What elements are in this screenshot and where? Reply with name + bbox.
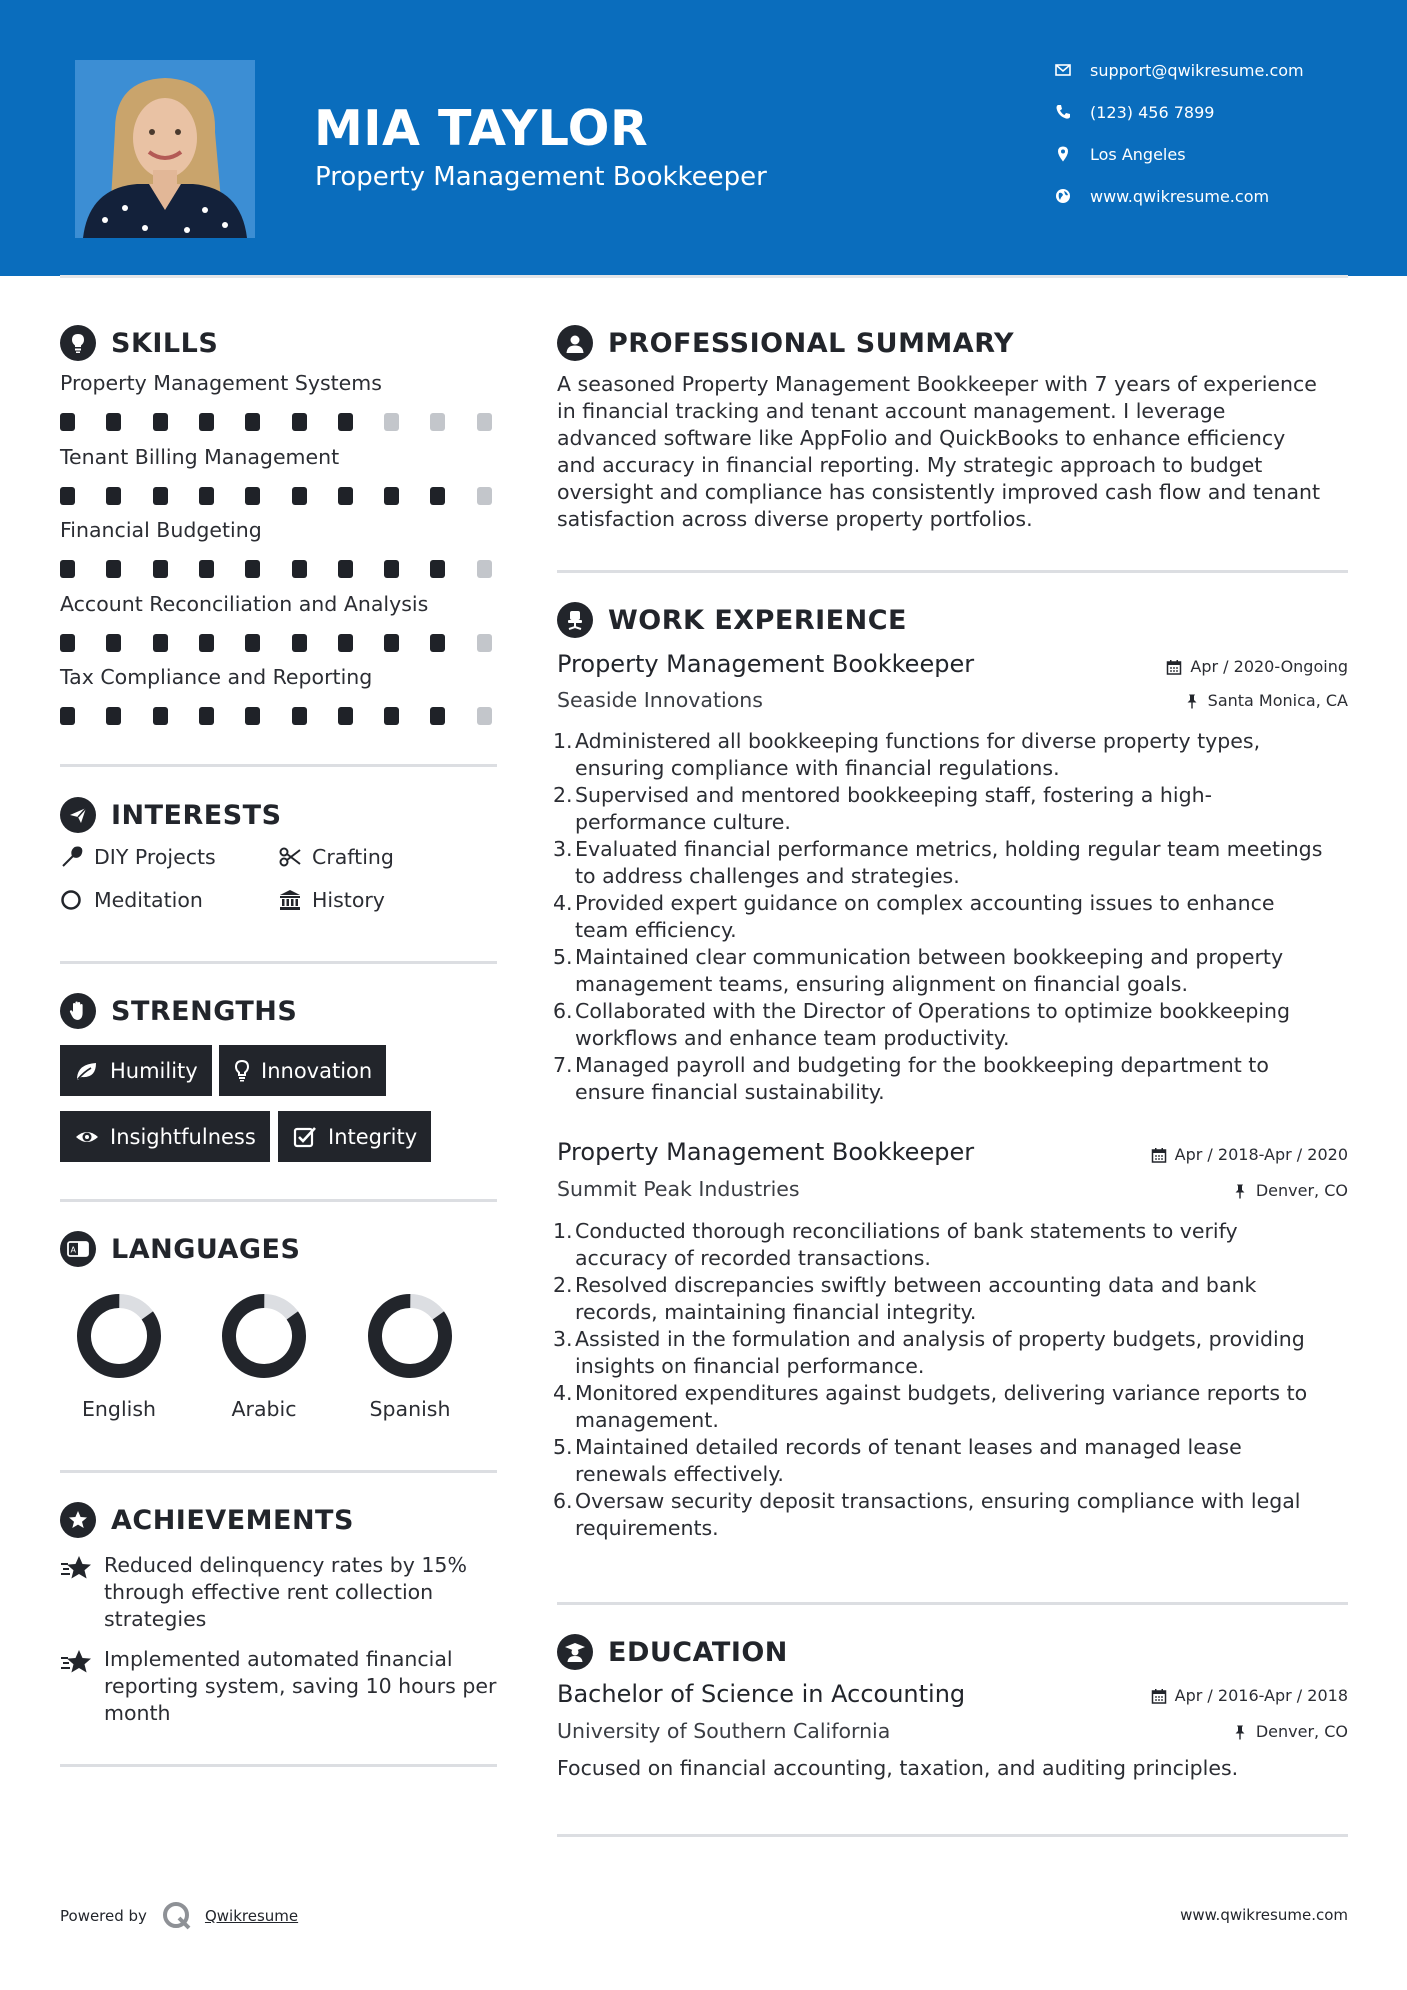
section-divider: [60, 1764, 497, 1767]
duty-line: workflows and enhance team productivity.: [575, 1026, 1010, 1050]
skill-level-meter: [60, 487, 500, 505]
calendar-icon: [1151, 1147, 1167, 1163]
skill-dot-filled: [153, 634, 168, 652]
duty-line: management teams, ensuring alignment on financial goals.: [575, 972, 1189, 996]
skill-dot-filled: [153, 487, 168, 505]
skill-dot-filled: [106, 707, 121, 725]
language-level-ring: [221, 1293, 307, 1379]
interest-item: [278, 845, 394, 869]
skill-item: [60, 592, 500, 616]
strength-label: Integrity: [328, 1124, 418, 1149]
skill-name: Tax Compliance and Reporting: [60, 665, 373, 689]
language-ring-fill: [76, 1293, 162, 1379]
duty-number: 5.: [553, 1435, 573, 1459]
achievement-item: [60, 1646, 500, 1727]
skill-item: [60, 665, 500, 689]
skill-dot-filled: [106, 413, 121, 431]
skill-dot-empty: [477, 487, 492, 505]
duty-line: Monitored expenditures against budgets, delivering variance reports to: [575, 1381, 1308, 1405]
education-degree: Bachelor of Science in Accounting: [557, 1680, 966, 1708]
duty-number: 4.: [553, 891, 573, 915]
education-title: EDUCATION: [608, 1636, 788, 1668]
skill-dot-filled: [338, 487, 353, 505]
scissors-icon: [278, 845, 302, 869]
skill-dot-filled: [199, 634, 214, 652]
interest-item: [60, 888, 203, 912]
skill-dot-filled: [384, 634, 399, 652]
phone-icon: [1054, 103, 1072, 121]
duty-number: 1.: [553, 1219, 573, 1243]
duty-line: insights on financial performance.: [575, 1354, 925, 1378]
section-divider: [60, 1199, 497, 1202]
skill-dot-empty: [384, 413, 399, 431]
skill-dot-empty: [477, 634, 492, 652]
summary-line: A seasoned Property Management Bookkeeper with 7 years of experience: [557, 372, 1317, 396]
duty-line: Assisted in the formulation and analysis of property budgets, providing: [575, 1327, 1305, 1351]
section-divider: [60, 764, 497, 767]
interest-item: [278, 888, 385, 912]
job-role: Property Management Bookkeeper: [557, 650, 975, 678]
duty-line: management.: [575, 1408, 719, 1432]
skill-dot-filled: [430, 707, 445, 725]
skill-dot-filled: [60, 560, 75, 578]
skill-dot-filled: [292, 707, 307, 725]
pushpin-icon: [1184, 693, 1200, 709]
achievement-line: month: [104, 1701, 171, 1725]
interest-label: Meditation: [94, 888, 203, 912]
contact-location-text: Los Angeles: [1090, 144, 1186, 164]
language-ring-fill: [221, 1293, 307, 1379]
duty-item: [553, 944, 1347, 998]
svg-text:A: A: [70, 1245, 76, 1255]
duty-item: [553, 890, 1347, 944]
skill-dot-filled: [338, 560, 353, 578]
summary-line: oversight and compliance has consistently improved cash flow and tenant: [557, 480, 1321, 504]
duty-number: 3.: [553, 1327, 573, 1351]
skill-dot-filled: [245, 487, 260, 505]
skill-dot-filled: [430, 560, 445, 578]
summary-line: and accuracy in financial reporting. My strategic approach to budget: [557, 453, 1263, 477]
job-company: Seaside Innovations: [557, 688, 763, 712]
strength-badge: [278, 1111, 431, 1162]
duty-number: 1.: [553, 729, 573, 753]
duty-line: Managed payroll and budgeting for the bookkeeping department to: [575, 1053, 1269, 1077]
language-label: Spanish: [369, 1397, 451, 1421]
section-divider: [557, 1602, 1348, 1605]
skill-dot-filled: [292, 560, 307, 578]
achievement-text: [104, 1552, 467, 1633]
skill-dot-filled: [384, 560, 399, 578]
duty-line: to address challenges and strategies.: [575, 864, 960, 888]
duty-number: 2.: [553, 783, 573, 807]
duty-number: 6.: [553, 1489, 573, 1513]
office-chair-icon: [557, 602, 593, 638]
contact-location: [1054, 139, 1186, 169]
qwikresume-logo-icon[interactable]: [161, 1900, 193, 1932]
footer-powered-by: [60, 1900, 298, 1932]
candidate-name: MIA TAYLOR: [314, 100, 649, 157]
summary-line: in financial tracking and tenant account management. I leverage: [557, 399, 1226, 423]
section-divider: [557, 1834, 1348, 1837]
skill-dot-filled: [199, 413, 214, 431]
skill-item: [60, 518, 500, 542]
bank-icon: [278, 888, 302, 912]
skill-dot-filled: [60, 707, 75, 725]
skill-dot-filled: [106, 560, 121, 578]
strength-label: Insightfulness: [110, 1124, 256, 1149]
duty-item: [553, 1272, 1347, 1326]
skill-dot-filled: [199, 560, 214, 578]
languages-heading: [60, 1231, 300, 1267]
job-dates: [1151, 1145, 1348, 1164]
duty-item: [553, 1218, 1347, 1272]
star-icon: [60, 1554, 94, 1582]
skill-dot-filled: [106, 634, 121, 652]
job-location-text: Santa Monica, CA: [1207, 691, 1348, 710]
duty-item: [553, 1052, 1347, 1106]
skill-dot-empty: [477, 707, 492, 725]
interests-heading: [60, 797, 282, 833]
brand-link[interactable]: Qwikresume: [204, 1907, 299, 1925]
skill-dot-filled: [153, 560, 168, 578]
achievement-line: Reduced delinquency rates by 15%: [104, 1553, 467, 1577]
summary-line: advanced software like AppFolio and QuickBooks to enhance efficiency: [557, 426, 1286, 450]
duty-line: Provided expert guidance on complex accounting issues to enhance: [575, 891, 1275, 915]
contact-email[interactable]: [1054, 55, 1304, 85]
star-icon: [60, 1648, 94, 1676]
pushpin-icon: [1232, 1183, 1248, 1199]
job-dates-text: Apr / 2018-Apr / 2020: [1174, 1145, 1348, 1164]
skill-dot-filled: [338, 634, 353, 652]
strength-badge: [219, 1045, 386, 1096]
language-item: [199, 1293, 329, 1421]
section-divider: [60, 1470, 497, 1473]
experience-heading: [557, 602, 907, 638]
section-divider: [557, 570, 1348, 573]
language-level-ring: [76, 1293, 162, 1379]
job-location-text: Denver, CO: [1255, 1181, 1348, 1200]
contact-website-text: www.qwikresume.com: [1090, 186, 1270, 206]
skill-dot-filled: [153, 707, 168, 725]
duty-line: Conducted thorough reconciliations of bank statements to verify: [575, 1219, 1238, 1243]
strengths-title: STRENGTHS: [111, 995, 298, 1027]
profile-photo: [75, 60, 255, 238]
email-icon: [1054, 61, 1072, 79]
duty-line: Maintained clear communication between bookkeeping and property: [575, 945, 1284, 969]
interests-title: INTERESTS: [111, 799, 282, 831]
achievement-line: Implemented automated financial: [104, 1647, 453, 1671]
graduate-icon: [557, 1634, 593, 1670]
skill-dot-filled: [430, 634, 445, 652]
languages-title: LANGUAGES: [111, 1233, 301, 1265]
skill-dot-filled: [60, 487, 75, 505]
job-duties: [553, 728, 1347, 1106]
lightbulb-icon: [60, 325, 96, 361]
duty-line: team efficiency.: [575, 918, 737, 942]
skill-dot-empty: [477, 560, 492, 578]
duty-line: Administered all bookkeeping functions for diverse property types,: [575, 729, 1261, 753]
duty-item: [553, 782, 1347, 836]
duty-item: [553, 1434, 1347, 1488]
language-item: [54, 1293, 184, 1421]
eye-icon: [74, 1124, 100, 1150]
achievement-line: reporting system, saving 10 hours per: [104, 1674, 497, 1698]
duty-line: Maintained detailed records of tenant leases and managed lease: [575, 1435, 1242, 1459]
paper-plane-icon: [60, 797, 96, 833]
skill-dot-filled: [199, 707, 214, 725]
achievements-title: ACHIEVEMENTS: [111, 1504, 354, 1536]
skill-dot-filled: [245, 560, 260, 578]
summary-line: satisfaction across diverse property portfolios.: [557, 507, 1033, 531]
job-dates-text: Apr / 2020-Ongoing: [1190, 657, 1348, 676]
lightbulb-icon: [233, 1058, 251, 1084]
strength-label: Innovation: [261, 1058, 373, 1083]
language-label: Arabic: [231, 1397, 297, 1421]
leaf-icon: [74, 1058, 100, 1084]
education-description: Focused on financial accounting, taxation, and auditing principles.: [557, 1756, 1239, 1780]
education-location: [1232, 1722, 1348, 1741]
skill-dot-empty: [430, 413, 445, 431]
education-dates-text: Apr / 2016-Apr / 2018: [1174, 1686, 1348, 1705]
strength-badge: [60, 1045, 212, 1096]
skill-dot-empty: [477, 413, 492, 431]
job-dates: [1166, 657, 1348, 676]
skill-dot-filled: [199, 487, 214, 505]
achievements-heading: [60, 1502, 354, 1538]
contact-website[interactable]: [1054, 181, 1269, 211]
interest-item: [60, 845, 216, 869]
globe-icon: [1054, 187, 1072, 205]
skill-dot-filled: [60, 413, 75, 431]
skill-item: [60, 371, 500, 395]
education-location-text: Denver, CO: [1255, 1722, 1348, 1741]
job-duties: [553, 1218, 1347, 1542]
pushpin-icon: [1232, 1724, 1248, 1740]
skill-dot-filled: [245, 634, 260, 652]
summary-text: [557, 371, 1347, 533]
language-item: [345, 1293, 475, 1421]
skill-level-meter: [60, 413, 500, 431]
footer-website[interactable]: www.qwikresume.com: [1180, 1906, 1348, 1924]
star-badge-icon: [60, 1502, 96, 1538]
duty-line: ensure financial sustainability.: [575, 1080, 885, 1104]
skill-name: Account Reconciliation and Analysis: [60, 591, 429, 616]
skill-dot-filled: [292, 413, 307, 431]
calendar-icon: [1166, 659, 1182, 675]
hand-icon: [60, 993, 96, 1029]
wrench-icon: [60, 845, 84, 869]
duty-item: [553, 728, 1347, 782]
powered-by-text: Powered by: [60, 1907, 147, 1925]
duty-number: 7.: [553, 1053, 573, 1077]
strength-badge: [60, 1111, 270, 1162]
language-ring-fill: [367, 1293, 453, 1379]
interest-label: DIY Projects: [94, 845, 216, 869]
job-location: [1232, 1181, 1348, 1200]
candidate-title: Property Management Bookkeeper: [315, 162, 767, 192]
duty-line: performance culture.: [575, 810, 791, 834]
skill-dot-filled: [384, 707, 399, 725]
user-icon: [557, 325, 593, 361]
interest-label: History: [312, 888, 385, 912]
skill-dot-filled: [245, 413, 260, 431]
skill-name: Tenant Billing Management: [60, 444, 340, 469]
skill-dot-filled: [430, 487, 445, 505]
education-heading: [557, 1634, 788, 1670]
language-icon: [60, 1231, 96, 1267]
checkbox-icon: [292, 1124, 318, 1150]
job-role: Property Management Bookkeeper: [557, 1138, 975, 1166]
skill-dot-filled: [153, 413, 168, 431]
duty-number: 3.: [553, 837, 573, 861]
skill-dot-filled: [338, 707, 353, 725]
strength-label: Humility: [110, 1058, 198, 1083]
duty-item: [553, 1380, 1347, 1434]
skill-item: [60, 445, 500, 469]
duty-line: Oversaw security deposit transactions, ensuring compliance with legal: [575, 1489, 1301, 1513]
duty-number: 2.: [553, 1273, 573, 1297]
skill-level-meter: [60, 707, 500, 725]
achievement-text: [104, 1646, 496, 1727]
strengths-heading: [60, 993, 297, 1029]
experience-title: WORK EXPERIENCE: [608, 604, 907, 636]
skill-dot-filled: [245, 707, 260, 725]
calendar-icon: [1151, 1688, 1167, 1704]
duty-line: Resolved discrepancies swiftly between accounting data and bank: [575, 1273, 1257, 1297]
duty-item: [553, 836, 1347, 890]
skill-name: Property Management Systems: [60, 371, 382, 395]
duty-number: 4.: [553, 1381, 573, 1405]
skill-level-meter: [60, 634, 500, 652]
header-divider: [60, 275, 1348, 278]
achievement-line: through effective rent collection: [104, 1580, 434, 1604]
duty-item: [553, 1488, 1347, 1542]
skill-dot-filled: [292, 634, 307, 652]
duty-line: records, maintaining financial integrity.: [575, 1300, 977, 1324]
circle-icon: [60, 888, 84, 912]
skill-dot-filled: [106, 487, 121, 505]
skill-dot-filled: [292, 487, 307, 505]
skills-heading: [60, 325, 218, 361]
summary-title: PROFESSIONAL SUMMARY: [608, 327, 1015, 359]
duty-number: 5.: [553, 945, 573, 969]
contact-phone[interactable]: [1054, 97, 1214, 127]
duty-item: [553, 1326, 1347, 1380]
interest-label: Crafting: [312, 845, 394, 869]
duty-line: ensuring compliance with financial regulations.: [575, 756, 1060, 780]
job-company: Summit Peak Industries: [557, 1177, 800, 1201]
duty-line: Supervised and mentored bookkeeping staff, fostering a high-: [575, 783, 1212, 807]
achievement-item: [60, 1552, 500, 1633]
skill-level-meter: [60, 560, 500, 578]
job-location: [1184, 691, 1348, 710]
skill-dot-filled: [338, 413, 353, 431]
contact-phone-text: (123) 456 7899: [1090, 102, 1215, 122]
language-label: English: [81, 1397, 157, 1421]
language-level-ring: [367, 1293, 453, 1379]
section-divider: [60, 961, 497, 964]
skills-title: SKILLS: [111, 327, 219, 359]
contact-email-text: support@qwikresume.com: [1090, 60, 1304, 80]
education-dates: [1151, 1686, 1348, 1705]
skill-dot-filled: [60, 634, 75, 652]
duty-line: Evaluated financial performance metrics, holding regular team meetings: [575, 837, 1323, 861]
skill-name: Financial Budgeting: [60, 518, 262, 542]
achievement-line: strategies: [104, 1607, 207, 1631]
education-school: University of Southern California: [557, 1719, 891, 1743]
duty-line: accuracy of recorded transactions.: [575, 1246, 931, 1270]
duty-number: 6.: [553, 999, 573, 1023]
duty-line: Collaborated with the Director of Operations to optimize bookkeeping: [575, 999, 1291, 1023]
duty-line: requirements.: [575, 1516, 719, 1540]
duty-line: renewals effectively.: [575, 1462, 784, 1486]
location-pin-icon: [1054, 145, 1072, 163]
duty-item: [553, 998, 1347, 1052]
skill-dot-filled: [384, 487, 399, 505]
summary-heading: [557, 325, 1014, 361]
